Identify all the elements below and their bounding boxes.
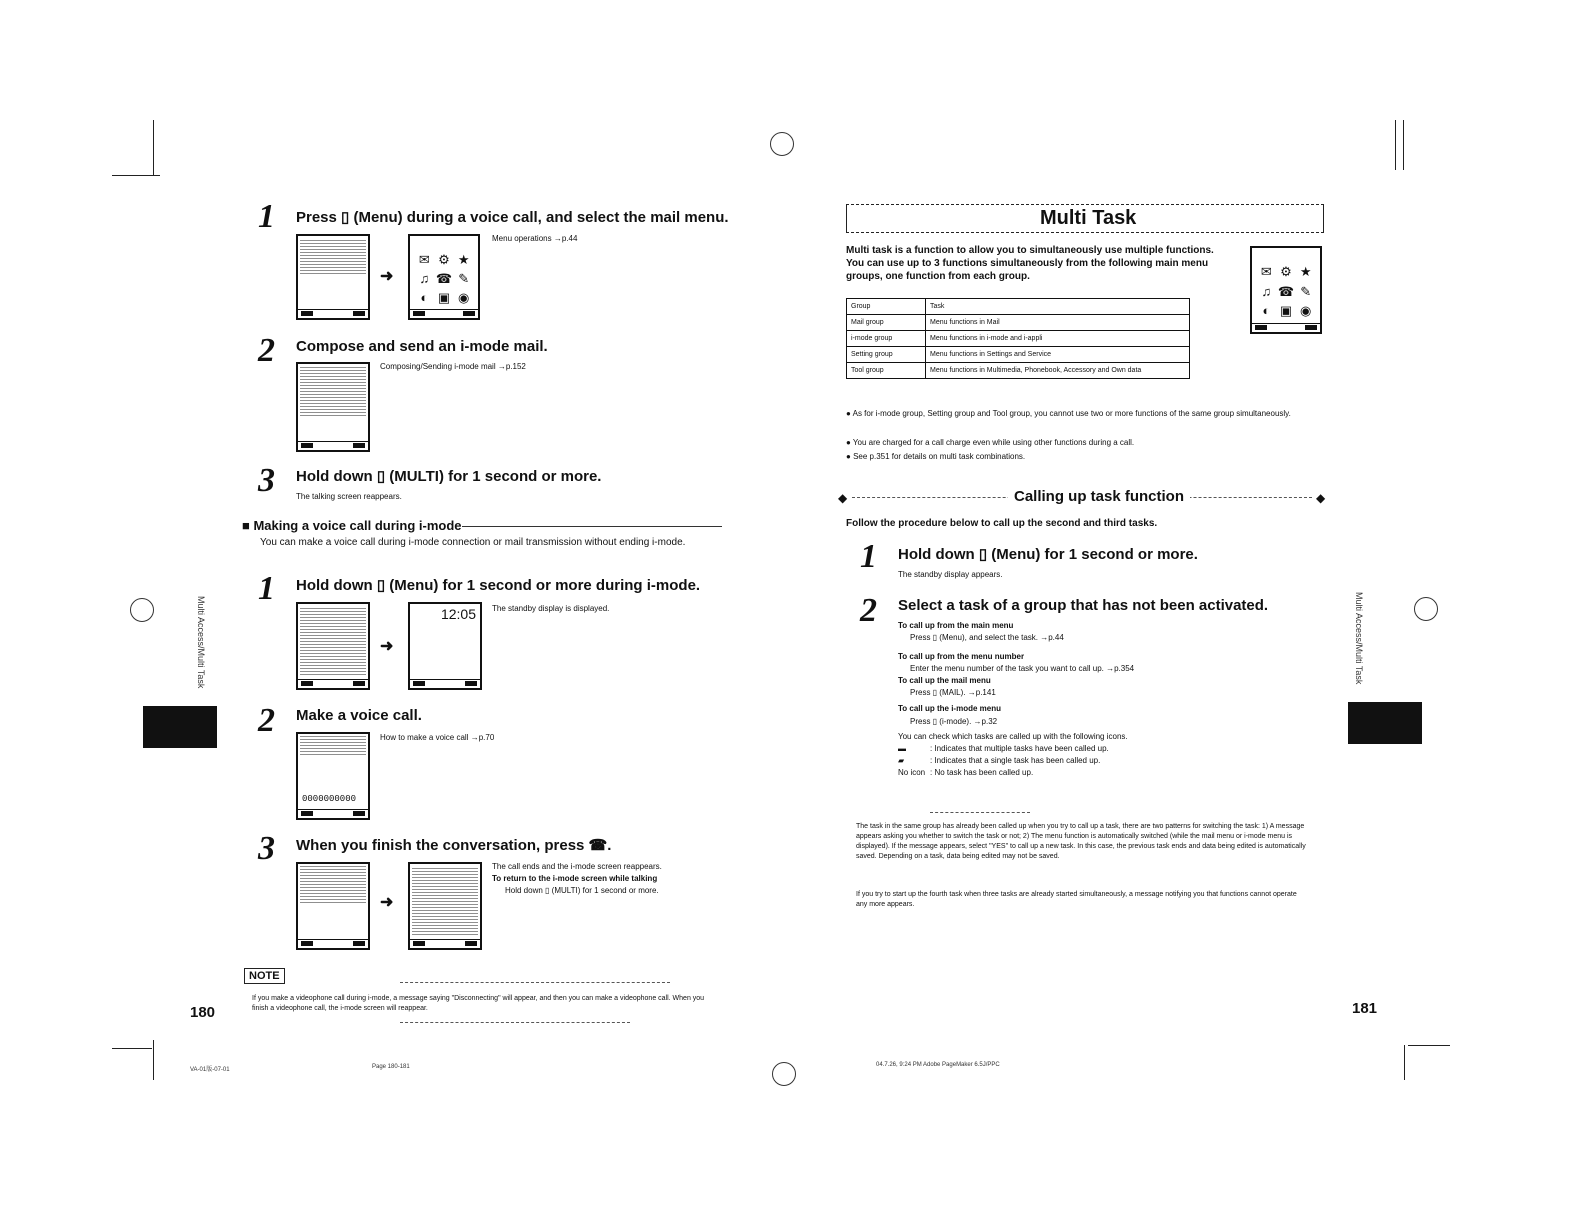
table-cell: Mail group (847, 315, 926, 331)
note-item: If you try to start up the fourth task when three tasks are already started simultaneously, a message notifying you that functions cannot operate any more appears. (856, 891, 1297, 908)
icon-desc: : Indicates that multiple tasks have been called up. (930, 744, 1109, 753)
table-cell: Menu functions in Multimedia, Phonebook, Accessory and Own data (926, 363, 1190, 379)
divider (930, 812, 1030, 813)
step-note: The standby display is displayed. (492, 604, 610, 613)
step-number: 2 (258, 702, 275, 739)
no-icon-label: No icon (898, 768, 926, 777)
substep-body: Press ▯ (MAIL). →p.141 (910, 688, 996, 697)
standby-screen (408, 602, 482, 690)
table-cell: Menu functions in i-mode and i-appli (926, 331, 1190, 347)
table-cell: Menu functions in Mail (926, 315, 1190, 331)
substep-body: Press ▯ (i-mode). →p.32 (910, 717, 998, 726)
note-label: NOTE (244, 968, 285, 984)
step-number: 1 (258, 570, 275, 607)
step-title: When you finish the conversation, press ☎. (296, 837, 612, 854)
step-note: Composing/Sending i-mode mail →p.152 (380, 362, 526, 371)
table-row (847, 347, 1190, 363)
table-row (847, 315, 1190, 331)
step-number: 2 (860, 592, 877, 629)
step-number: 3 (258, 830, 275, 867)
step-number: 1 (860, 538, 877, 575)
phone-screen (296, 602, 370, 690)
page-title: Multi Task (1040, 207, 1137, 229)
substep-head: To call up the mail menu (898, 676, 991, 685)
step-note: The talking screen reappears. (296, 492, 402, 501)
step-note: How to make a voice call →p.70 (380, 733, 495, 742)
phone-screen (296, 862, 370, 950)
arrow-right-icon: ➜ (380, 268, 394, 285)
page-number: 181 (1352, 1000, 1378, 1017)
crop-mark (153, 1040, 154, 1080)
table-row (847, 363, 1190, 379)
crop-mark (112, 1048, 152, 1049)
section-tab (143, 706, 217, 748)
section-intro: Follow the procedure below to call up the second and third tasks. (846, 518, 1158, 529)
step-number: 3 (258, 462, 275, 499)
bullet-item: ● As for i-mode group, Setting group and Tool group, you cannot use two or more functions of the same group simultaneously. (846, 408, 1306, 419)
clock-display: 12:05 (440, 606, 476, 622)
arrow-right-icon: ➜ (380, 894, 394, 911)
table-row (847, 331, 1190, 347)
substep-head: To call up from the menu number (898, 652, 1025, 661)
substep-head: To call up from the main menu (898, 621, 1014, 630)
step-note: The standby display appears. (898, 570, 1003, 579)
task-table (846, 298, 1190, 379)
table-cell: i-mode group (847, 331, 926, 347)
phone-screen (296, 732, 370, 820)
substep-head: To call up the i-mode menu (898, 704, 1001, 713)
table-cell: Setting group (847, 347, 926, 363)
section-title: Calling up task function (1008, 488, 1190, 505)
divider (400, 982, 670, 983)
table-cell: Tool group (847, 363, 926, 379)
phone-screen (408, 862, 482, 950)
dialed-number: 0000000000 (302, 794, 357, 804)
crop-mark (1403, 120, 1404, 170)
section-tab (1348, 702, 1422, 744)
bullet-item: ● You are charged for a call charge even while using other functions during a call. (846, 438, 1134, 447)
arrow-right-icon: ➜ (380, 638, 394, 655)
phone-screen (296, 362, 370, 452)
divider (400, 1022, 630, 1023)
multi-task-icon: ▬ (898, 744, 906, 753)
crop-mark (153, 120, 154, 175)
note-text: If you make a videophone call during i-mode, a message saying "Disconnecting" will appear, and then you can make a videophone call. When you finish a videophone call, the i-mode screen will reappear. (252, 995, 705, 1012)
step-number: 1 (258, 198, 275, 235)
substep-body: Press ▯ (Menu), and select the task. →p.44 (910, 633, 1064, 642)
table-header: Group (847, 299, 926, 315)
step-title: Hold down ▯ (Menu) for 1 second or more. (898, 546, 1198, 563)
diamond-icon: ◆ (1316, 491, 1326, 505)
icon-desc: : Indicates that a single task has been called up. (930, 756, 1101, 765)
step-title: Select a task of a group that has not been activated. (898, 597, 1269, 614)
diamond-icon: ◆ (838, 491, 848, 505)
note-item: The task in the same group has already been called up when you try to call up a task, there are two patterns for switching the task: 1) A message appears asking you whether to switch the task or not; 2) The menu function is automatically switched (while the mail menu or i-mode menu is displayed). If the message appears, select "YES" to call up a new task. In this case, the previous task ends and data being edited is automatically saved. Depending on a task, data being edited may not be saved. (856, 823, 1306, 860)
step-number: 2 (258, 332, 275, 369)
registration-mark (1414, 597, 1438, 621)
step-title: Press ▯ (Menu) during a voice call, and select the mail menu. (296, 209, 729, 226)
bullet-item: ● See p.351 for details on multi task combinations. (846, 452, 1025, 461)
step-note: Hold down ▯ (MULTI) for 1 second or more. (505, 886, 659, 895)
crop-mark (112, 175, 160, 176)
footer-middle: Page 180-181 (372, 1064, 410, 1070)
icon-desc: : No task has been called up. (930, 768, 1034, 777)
table-cell: Menu functions in Settings and Service (926, 347, 1190, 363)
step-title: Hold down ▯ (Menu) for 1 second or more during i-mode. (296, 577, 701, 594)
icons-intro: You can check which tasks are called up with the following icons. (898, 732, 1128, 741)
substep-body: Enter the menu number of the task you want to call up. →p.354 (910, 664, 1135, 673)
step-note: To return to the i-mode screen while talking (492, 874, 658, 883)
step-title: Hold down ▯ (MULTI) for 1 second or more. (296, 468, 602, 485)
subsection-title: ■ Making a voice call during i-mode (242, 518, 462, 533)
subsection-desc: You can make a voice call during i-mode connection or mail transmission without ending i-mode. (260, 537, 686, 548)
page-number: 180 (190, 1004, 216, 1021)
side-label: Multi Access/Multi Task (196, 596, 206, 689)
crop-mark (1408, 1045, 1450, 1046)
step-title: Compose and send an i-mode mail. (296, 338, 548, 355)
step-note: Menu operations →p.44 (492, 234, 578, 243)
crop-mark (1395, 120, 1396, 170)
menu-screen: ✉ ⚙ ★ ♫ ☎ ✎ ◐ ▣ ◉ (1250, 246, 1322, 334)
step-title: Make a voice call. (296, 707, 422, 724)
side-label: Multi Access/Multi Task (1354, 592, 1364, 685)
registration-mark (772, 1062, 796, 1086)
menu-screen: ✉ ⚙ ★ ♫ ☎ ✎ ◐ ▣ ◉ (408, 234, 480, 320)
registration-mark (770, 132, 794, 156)
footer-right: 04.7.26, 9:24 PM Adobe PageMaker 6.5J/PPC (876, 1062, 1000, 1068)
intro-text: Multi task is a function to allow you to simultaneously use multiple functions. You can use up to 3 functions simultaneously from the following main menu groups, one function from each group. (846, 245, 1214, 282)
phone-screen (296, 234, 370, 320)
divider (462, 526, 722, 527)
single-task-icon: ▰ (898, 756, 905, 765)
table-header: Task (926, 299, 1190, 315)
registration-mark (130, 598, 154, 622)
crop-mark (1404, 1045, 1405, 1080)
step-note: The call ends and the i-mode screen reappears. (492, 862, 662, 871)
footer-left: VA-01版-07-01 (190, 1067, 230, 1073)
